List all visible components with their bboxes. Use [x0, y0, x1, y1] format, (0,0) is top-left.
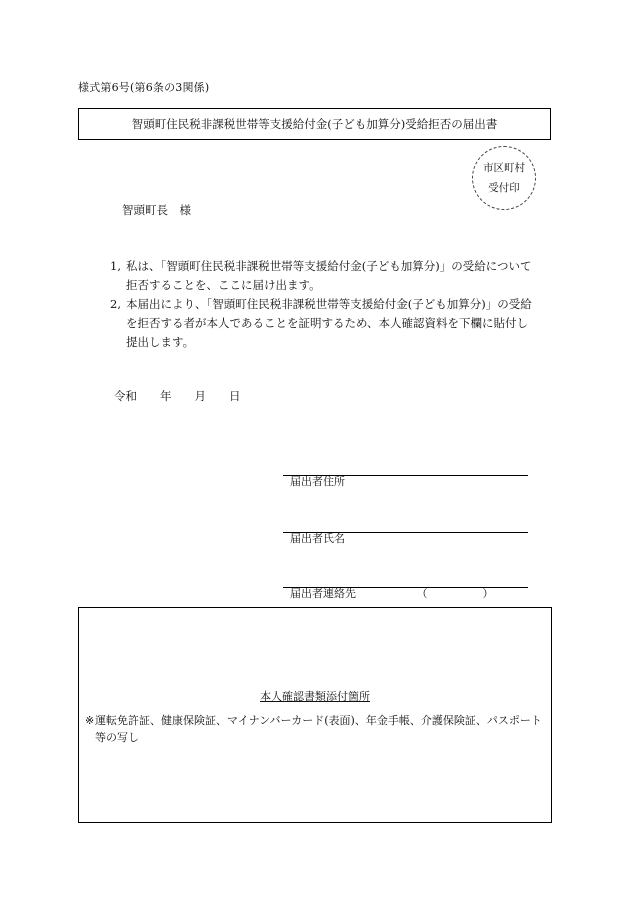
id-attachment-heading [79, 688, 551, 704]
reception-stamp-circle [472, 146, 536, 210]
name-label: 届出者氏名 [290, 532, 345, 545]
form-title: 智頭町住民税非課税世帯等支援給付金(子ども加算分)受給拒否の届出書 [131, 117, 498, 131]
clause-number: 2, [110, 297, 121, 311]
form-number: 様式第6号(第6条の3関係) [78, 81, 210, 94]
clause-number: 1, [110, 259, 121, 273]
id-attachment-heading-text: 本人確認書類添付箇所 [260, 690, 370, 703]
addressee: 智頭町長 様 [122, 203, 191, 217]
clause-text: 本届出により、「智頭町住民税非課税世帯等支援給付金(子ども加算分)」の受給を拒否する者が本人であることを証明するため、本人確認資料を下欄に貼付し提出します。 [126, 297, 532, 349]
stamp-line-1: 市区町村 [483, 162, 525, 174]
date-line: 令和 年 月 日 [114, 389, 241, 403]
note-text: 運転免許証、健康保険証、マイナンバーカード(表面)、年金手帳、介護保険証、パスポート等の写し [95, 714, 542, 744]
name-field[interactable] [283, 518, 528, 545]
contact-field[interactable] [283, 573, 528, 600]
clause-2 [110, 295, 535, 352]
clause-text: 私は、「智頭町住民税非課税世帯等支援給付金(子ども加算分)」の受給について拒否することを、ここに届け出ます。 [126, 259, 532, 292]
declaration-clauses [110, 257, 535, 352]
form-title-box [78, 108, 551, 140]
address-label: 届出者住所 [290, 475, 345, 488]
address-field[interactable] [283, 461, 528, 488]
contact-label: 届出者連絡先 （ ） [290, 587, 494, 600]
id-document-attachment-box [78, 607, 552, 823]
note-mark: ※ [85, 714, 95, 727]
clause-1 [110, 257, 535, 295]
id-document-note [85, 712, 545, 746]
stamp-line-2: 受付印 [488, 182, 520, 194]
